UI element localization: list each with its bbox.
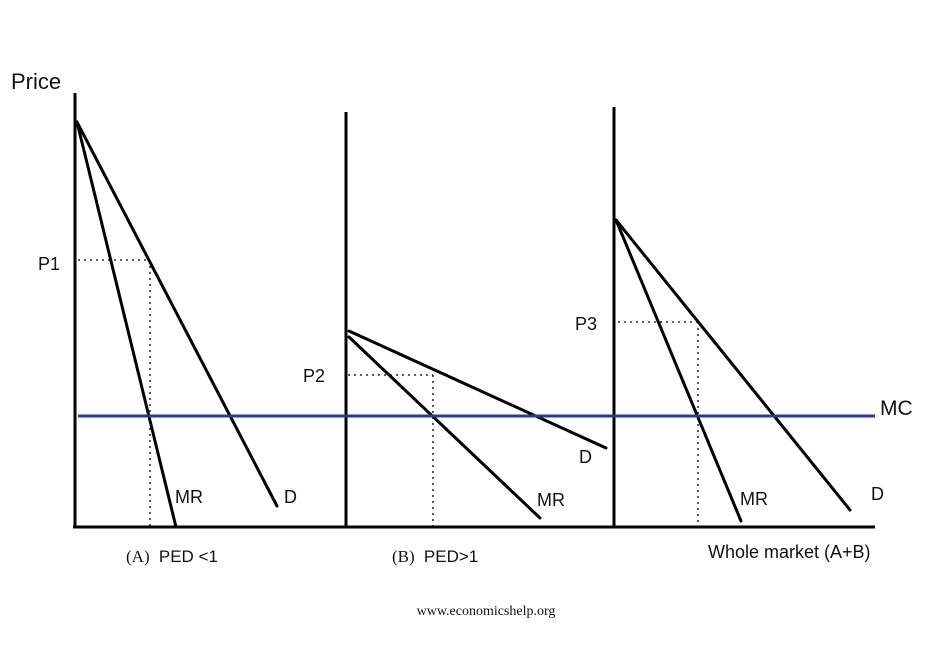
caption-text-panel-a: PED <1 [158, 547, 218, 566]
price-label-p2: P2 [303, 366, 326, 386]
mr-curve-panel-b [349, 337, 540, 518]
demand-curve-panel-c [616, 220, 850, 510]
mr-curve-panel-c [616, 220, 741, 521]
caption-letter-panel-b: (B) [392, 547, 415, 566]
demand-curve-panel-b [349, 331, 606, 448]
mr-label-panel-a: MR [175, 487, 203, 507]
demand-label-panel-b: D [579, 447, 592, 467]
price-label-p3: P3 [575, 314, 598, 334]
caption-letter-panel-a: (A) [126, 547, 150, 566]
curves [77, 122, 850, 527]
demand-label-panel-a: D [284, 487, 297, 507]
caption-panel-c: Whole market (A+B) [708, 542, 871, 562]
caption-panel-a [126, 547, 218, 566]
y-axis-label: Price [11, 69, 62, 94]
caption-text-panel-b: PED>1 [423, 547, 479, 566]
price-label-p1: P1 [38, 254, 61, 274]
mc-label: MC [880, 397, 913, 420]
mr-label-panel-b: MR [537, 490, 565, 510]
caption-panel-b [392, 547, 478, 566]
mr-curve-panel-a [77, 122, 176, 527]
watermark: www.economicshelp.org [416, 604, 556, 619]
demand-curve-panel-a [77, 122, 277, 506]
demand-label-panel-c: D [871, 484, 884, 504]
mr-label-panel-c: MR [740, 489, 768, 509]
